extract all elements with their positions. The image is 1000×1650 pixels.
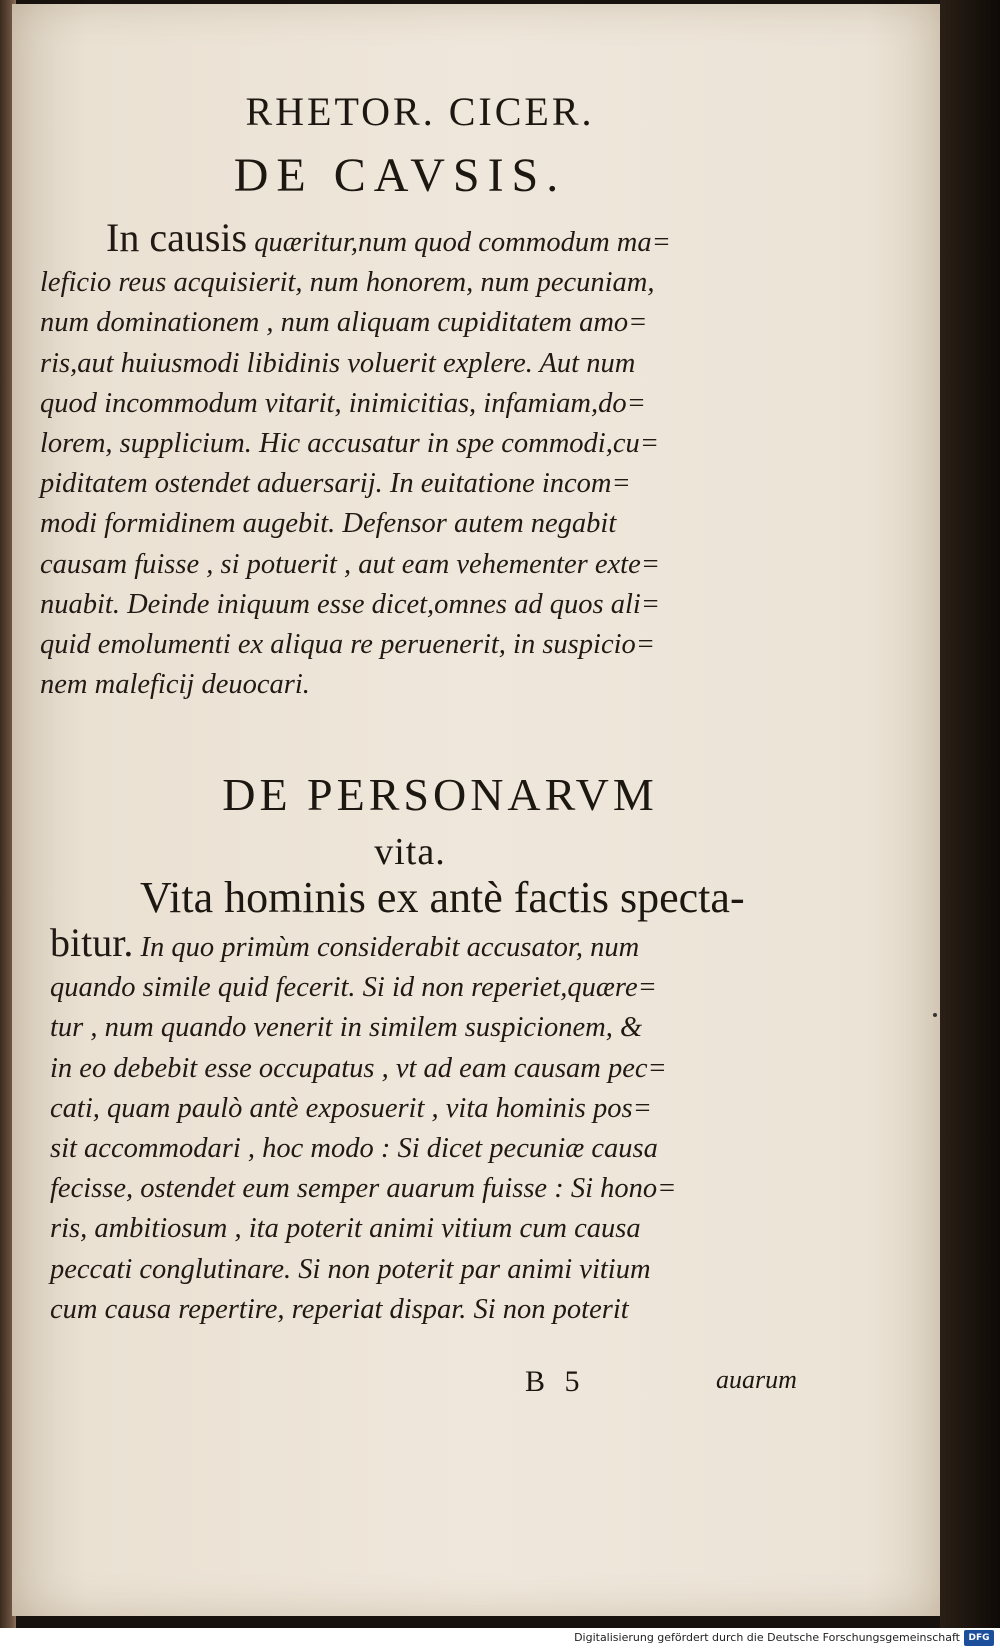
- text-line: nuabit. Deinde iniquum esse dicet,omnes ad quos ali=: [40, 588, 661, 620]
- ink-speck: [933, 1013, 937, 1017]
- text-line: cati, quam paulò antè exposuerit , vita hominis pos=: [50, 1092, 652, 1124]
- text-line: causam fuisse , si potuerit , aut eam vehementer exte=: [40, 548, 660, 580]
- paragraph-de-causis: [40, 215, 810, 705]
- text-line: quid emolumenti ex aliqua re peruenerit, in suspicio=: [40, 629, 655, 661]
- text-line: lorem, supplicium. Hic accusatur in spe commodi,cu=: [40, 428, 659, 460]
- text-line: sit accommodari , hoc modo : Si dicet pecuniæ causa: [50, 1133, 658, 1165]
- signature-mark: B 5: [525, 1365, 586, 1398]
- initial-word: bitur.: [50, 920, 134, 965]
- text-line: ris,aut huiusmodi libidinis voluerit explere. Aut num: [40, 347, 636, 379]
- text-line: cum causa repertire, reperiat dispar. Si non poterit: [50, 1293, 629, 1325]
- section-subheading-vita: vita.: [374, 831, 446, 873]
- text-line: modi formidinem augebit. Defensor autem negabit: [40, 508, 617, 540]
- text-line: num dominationem , num aliquam cupiditatem amo=: [40, 307, 648, 339]
- text-line: quando simile quid fecerit. Si id non reperiet,quære=: [50, 972, 657, 1004]
- text-line: quod incommodum vitarit, inimicitias, infamiam,do=: [40, 387, 646, 419]
- section-heading-de-causis: DE CAVSIS.: [233, 149, 567, 202]
- text-line: peccati conglutinare. Si non poterit par animi vitium: [50, 1253, 651, 1285]
- running-head: RHETOR. CICER.: [245, 89, 595, 134]
- text-line: bitur. In quo primùm considerabit accusator, num: [50, 920, 640, 965]
- digitization-footer: [0, 1628, 1000, 1650]
- page-edge-shadow: [940, 0, 1000, 1650]
- text-line: nem maleficij deuocari.: [40, 669, 310, 701]
- paragraph-de-personarum-vita: [50, 920, 820, 1330]
- footer-credit-text: Digitalisierung gefördert durch die Deutsche Forschungsgemeinschaft: [574, 1631, 960, 1644]
- initial-words: In causis: [106, 215, 248, 260]
- text-line: ris, ambitiosum , ita poterit animi vitium cum causa: [50, 1213, 641, 1245]
- text-line: in eo debebit esse occupatus , vt ad eam causam pec=: [50, 1052, 667, 1084]
- text-line: piditatem ostendet aduersarij. In euitatione incom=: [40, 468, 631, 500]
- text-line: leficio reus acquisierit, num honorem, num pecuniam,: [40, 267, 655, 299]
- catchword: auarum: [716, 1365, 797, 1394]
- lead-line: Vita hominis ex antè factis specta-: [140, 873, 745, 922]
- section-heading-de-personarum: DE PERSONARVM: [222, 769, 658, 820]
- text-line: tur , num quando venerit in similem suspicionem, &: [50, 1012, 643, 1044]
- dfg-logo-icon: DFG: [964, 1630, 994, 1646]
- text-line: In causis quæritur,num quod commodum ma=: [106, 215, 671, 260]
- text-line: fecisse, ostendet eum semper auarum fuisse : Si hono=: [50, 1173, 677, 1205]
